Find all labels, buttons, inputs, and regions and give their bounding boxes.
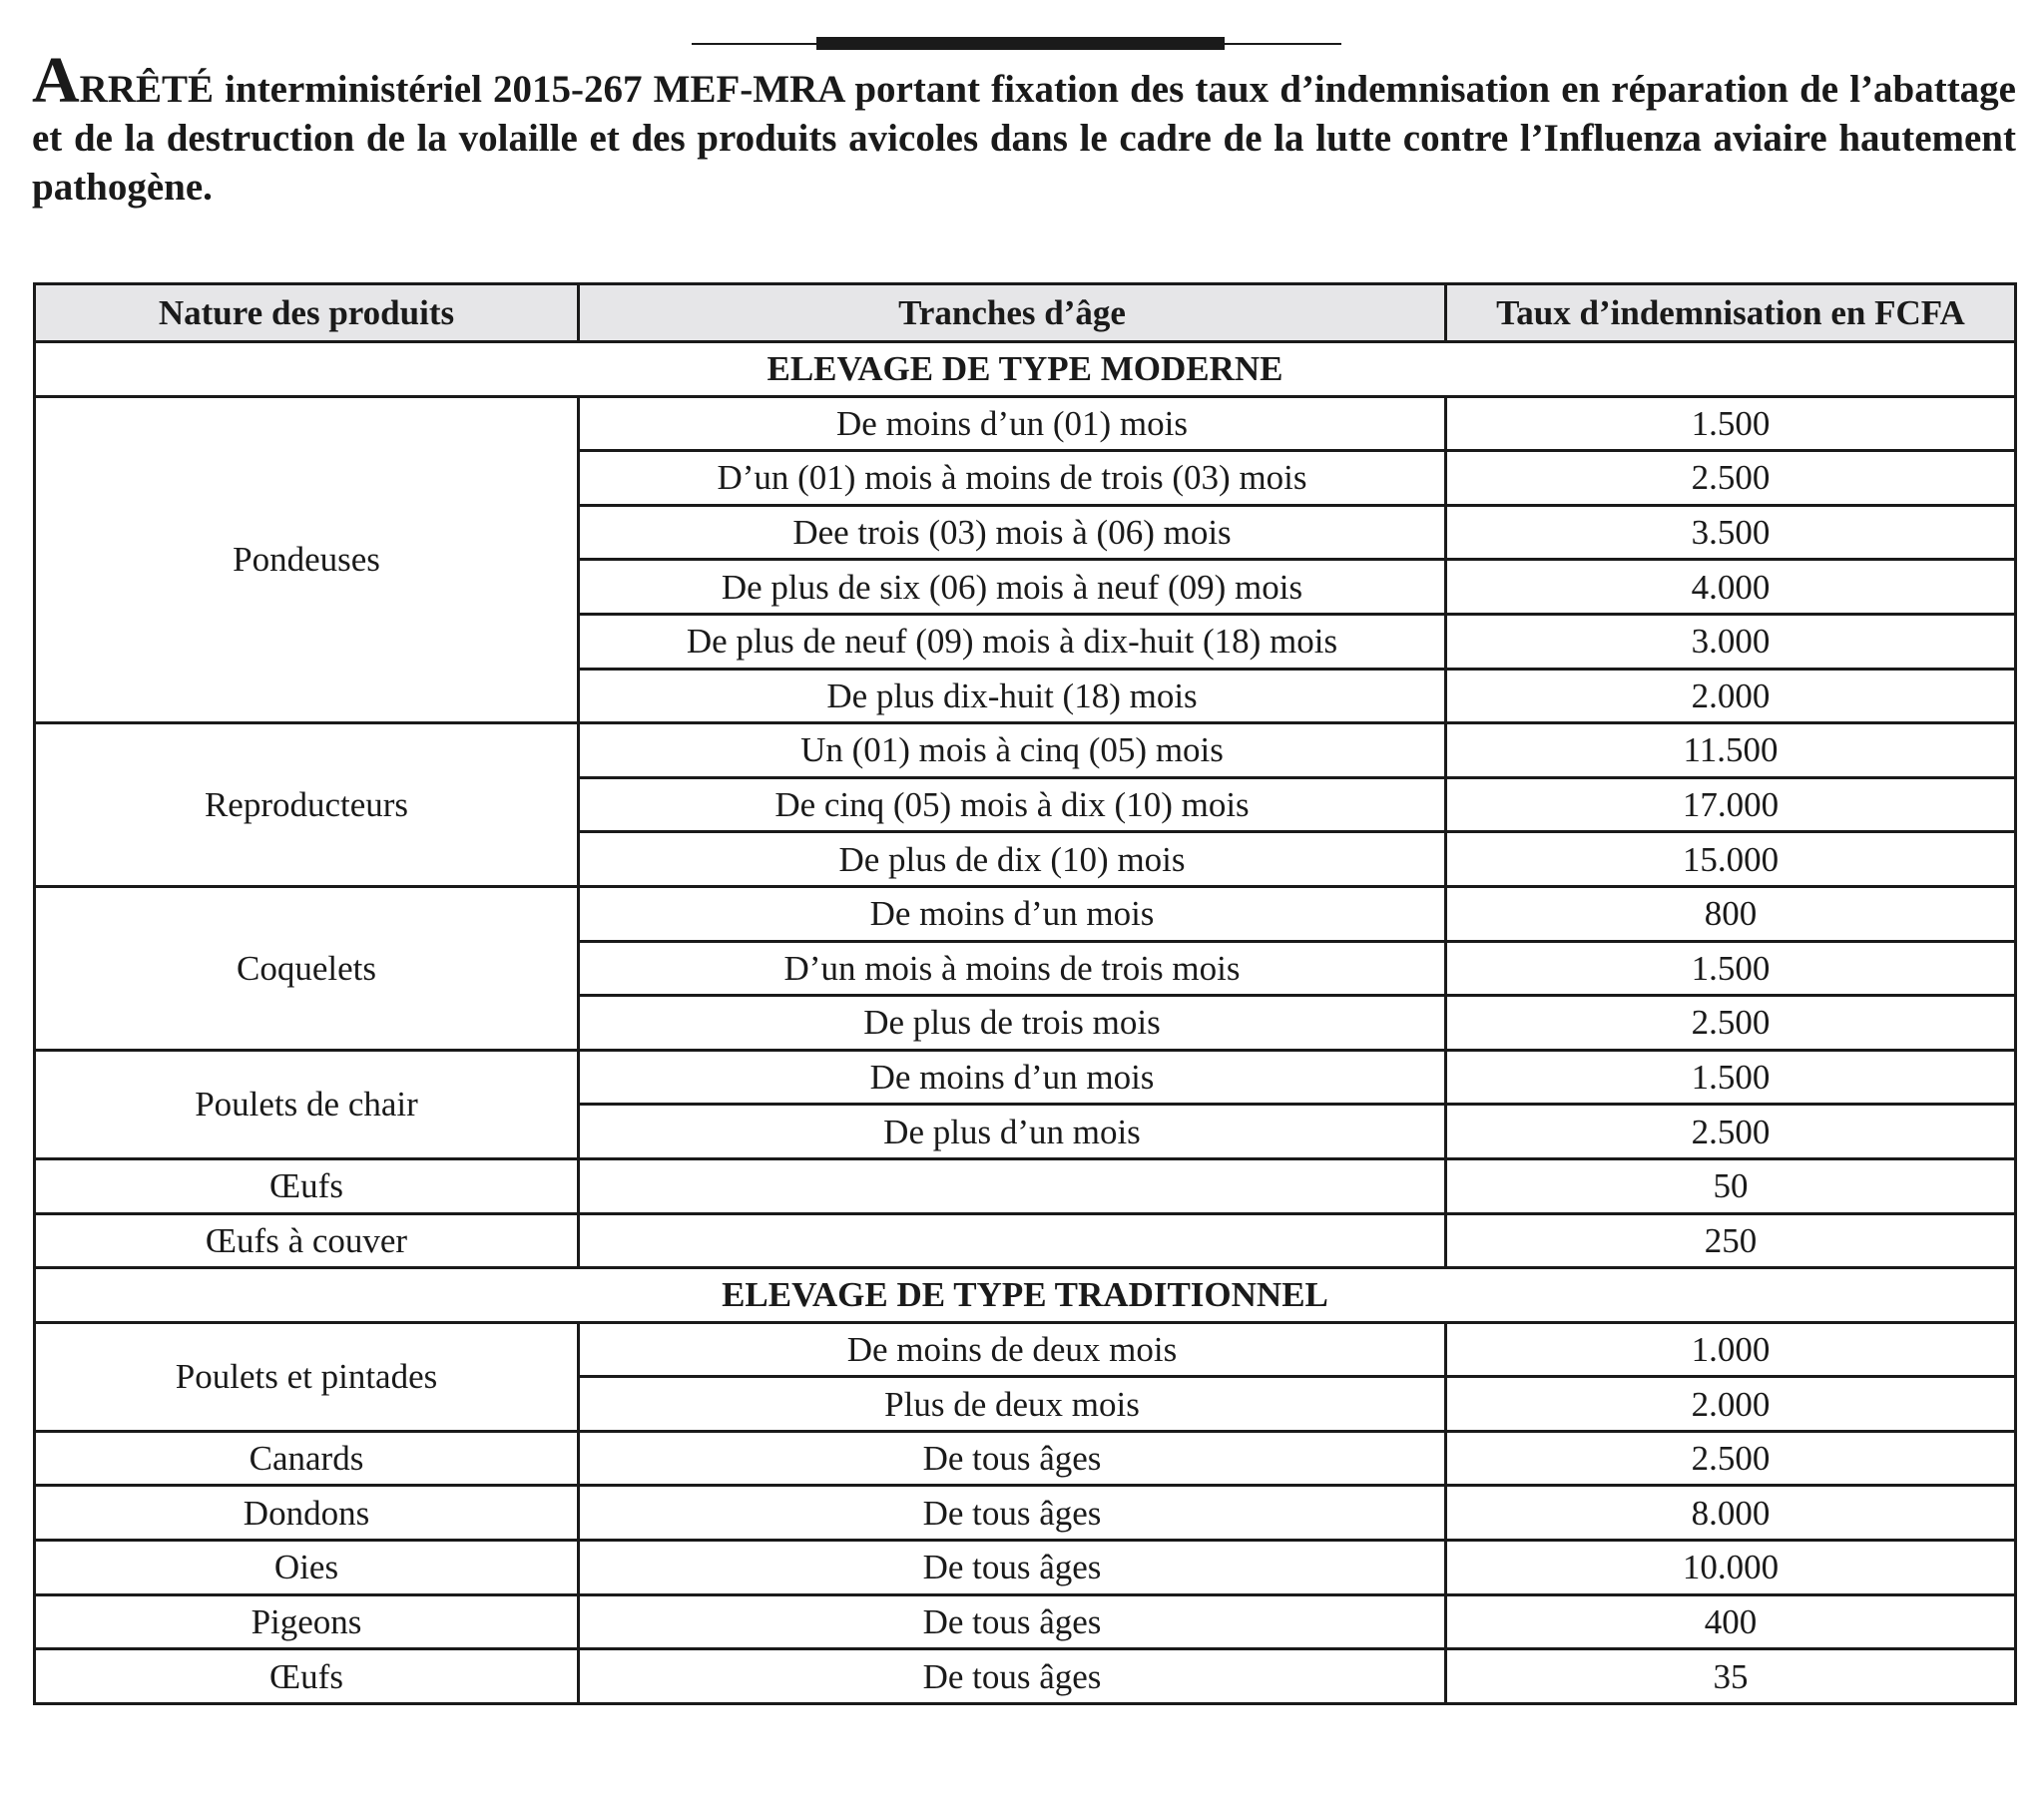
table-row [35, 723, 2016, 778]
table-row [35, 886, 2016, 941]
decree-heading [32, 44, 2016, 212]
age-range-cell: De moins de deux mois [579, 1322, 1446, 1377]
rate-cell: 3.000 [1446, 614, 2016, 669]
heading-initial: A [32, 44, 80, 117]
age-range-cell: De plus de dix (10) mois [579, 832, 1446, 887]
product-cell: Œufs [35, 1649, 579, 1704]
rate-cell: 2.500 [1446, 996, 2016, 1051]
section-title: ELEVAGE DE TYPE MODERNE [35, 342, 2016, 397]
age-range-cell: De plus d’un mois [579, 1105, 1446, 1159]
rate-cell: 800 [1446, 886, 2016, 941]
rate-cell: 400 [1446, 1594, 2016, 1649]
rate-cell: 250 [1446, 1213, 2016, 1268]
table-header-row [35, 284, 2016, 342]
table-row [35, 396, 2016, 451]
age-range-cell: De tous âges [579, 1594, 1446, 1649]
product-cell: Pigeons [35, 1594, 579, 1649]
product-cell: Coquelets [35, 886, 579, 1050]
age-range-cell [579, 1158, 1446, 1213]
table-row [35, 1158, 2016, 1213]
column-header-product: Nature des produits [35, 284, 579, 342]
rate-cell: 17.000 [1446, 777, 2016, 832]
product-cell: Œufs [35, 1158, 579, 1213]
age-range-cell [579, 1213, 1446, 1268]
rate-cell: 8.000 [1446, 1486, 2016, 1541]
age-range-cell: De plus de neuf (09) mois à dix-huit (18) mois [579, 614, 1446, 669]
table-row [35, 1649, 2016, 1704]
table-body [35, 342, 2016, 1704]
section-row [35, 342, 2016, 397]
rate-cell: 2.500 [1446, 451, 2016, 506]
product-cell: Pondeuses [35, 396, 579, 723]
section-row [35, 1268, 2016, 1323]
table-row [35, 1050, 2016, 1105]
product-cell: Oies [35, 1541, 579, 1595]
rate-cell: 3.500 [1446, 505, 2016, 560]
rate-cell: 2.000 [1446, 669, 2016, 723]
table-row [35, 1213, 2016, 1268]
rate-cell: 1.500 [1446, 396, 2016, 451]
rate-cell: 1.500 [1446, 941, 2016, 996]
age-range-cell: De moins d’un (01) mois [579, 396, 1446, 451]
table-row [35, 1431, 2016, 1486]
table-row [35, 1594, 2016, 1649]
table-row [35, 1322, 2016, 1377]
age-range-cell: De plus de trois mois [579, 996, 1446, 1051]
age-range-cell: De cinq (05) mois à dix (10) mois [579, 777, 1446, 832]
age-range-cell: De moins d’un mois [579, 886, 1446, 941]
table-row [35, 1541, 2016, 1595]
rate-cell: 15.000 [1446, 832, 2016, 887]
rate-cell: 2.000 [1446, 1377, 2016, 1432]
age-range-cell: De plus de six (06) mois à neuf (09) mois [579, 560, 1446, 615]
product-cell: Poulets de chair [35, 1050, 579, 1158]
table-row [35, 1486, 2016, 1541]
age-range-cell: D’un (01) mois à moins de trois (03) mois [579, 451, 1446, 506]
column-header-rate: Taux d’indemnisation en FCFA [1446, 284, 2016, 342]
indemnity-rates-table [33, 282, 2017, 1705]
rate-cell: 10.000 [1446, 1541, 2016, 1595]
rate-cell: 50 [1446, 1158, 2016, 1213]
age-range-cell: Un (01) mois à cinq (05) mois [579, 723, 1446, 778]
heading-caps: RRÊTÉ [79, 68, 215, 111]
age-range-cell: Plus de deux mois [579, 1377, 1446, 1432]
column-header-age: Tranches d’âge [579, 284, 1446, 342]
age-range-cell: De tous âges [579, 1486, 1446, 1541]
rate-cell: 4.000 [1446, 560, 2016, 615]
age-range-cell: D’un mois à moins de trois mois [579, 941, 1446, 996]
rate-cell: 1.000 [1446, 1322, 2016, 1377]
age-range-cell: De tous âges [579, 1649, 1446, 1704]
age-range-cell: Dee trois (03) mois à (06) mois [579, 505, 1446, 560]
rate-cell: 1.500 [1446, 1050, 2016, 1105]
age-range-cell: De plus dix-huit (18) mois [579, 669, 1446, 723]
product-cell: Poulets et pintades [35, 1322, 579, 1431]
product-cell: Œufs à couver [35, 1213, 579, 1268]
rate-cell: 35 [1446, 1649, 2016, 1704]
product-cell: Dondons [35, 1486, 579, 1541]
section-title: ELEVAGE DE TYPE TRADITIONNEL [35, 1268, 2016, 1323]
heading-text: interministériel 2015-267 MEF-MRA portant fixation des taux d’indemnisation en réparation de l’abattage et de la destruction de la volaille et des produits avicoles dans le cadre de la lutte contre l’Influenza aviaire hautement pathogène. [32, 68, 2016, 209]
product-cell: Reproducteurs [35, 723, 579, 887]
age-range-cell: De tous âges [579, 1541, 1446, 1595]
age-range-cell: De tous âges [579, 1431, 1446, 1486]
rate-cell: 11.500 [1446, 723, 2016, 778]
header-rule-thick [816, 37, 1225, 50]
age-range-cell: De moins d’un mois [579, 1050, 1446, 1105]
rate-cell: 2.500 [1446, 1105, 2016, 1159]
product-cell: Canards [35, 1431, 579, 1486]
rate-cell: 2.500 [1446, 1431, 2016, 1486]
